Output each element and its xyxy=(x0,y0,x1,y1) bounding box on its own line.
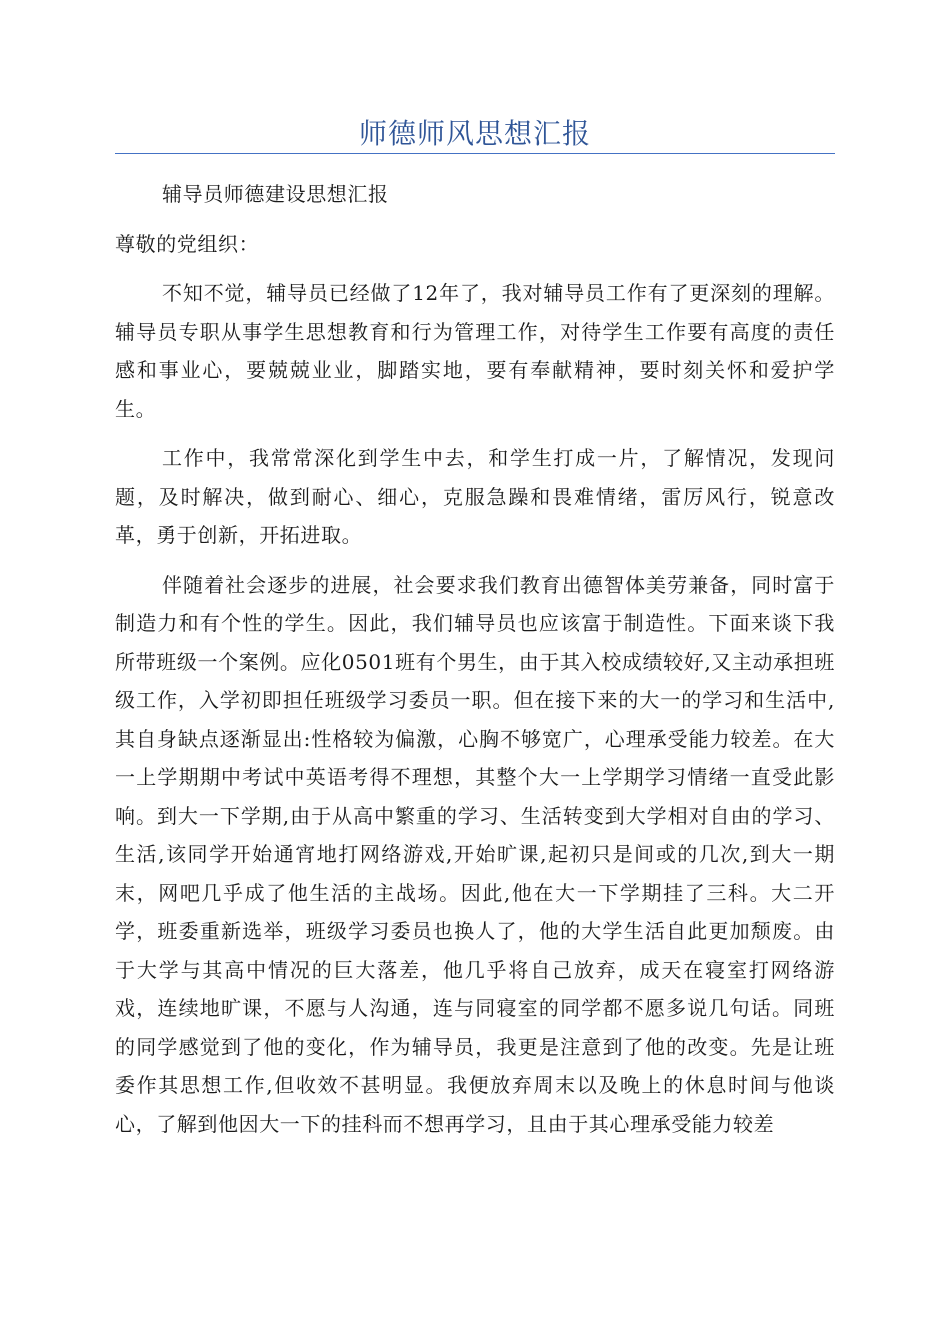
salutation: 尊敬的党组织： xyxy=(115,231,260,256)
document-title: 师德师风思想汇报 xyxy=(358,117,591,150)
paragraph-3: 伴随着社会逐步的进展，社会要求我们教育出德智体美劳兼备，同时富于制造力和有个性的学生。因此，我们辅导员也应该富于制造性。下面来谈下我所带班级一个案例。应化0501班有个男生，由于其入校成绩较好,又主动承担班级工作，入学初即担任班级学习委员一职。但在接下来的大一的学习和生活中,其自身缺点逐渐显出:性格较为偏激，心胸不够宽广，心理承受能力较差。在大一上学期期中考试中英语考得不理想，其整个大一上学期学习情绪一直受此影响。到大一下学期,由于从高中繁重的学习、生活转变到大学相对自由的学习、生活,该同学开始通宵地打网络游戏,开始旷课,起初只是间或的几次,到大一期末，网吧几乎成了他生活的主战场。因此,他在大一下学期挂了三科。大二开学，班委重新选举，班级学习委员也换人了，他的大学生活自此更加颓废。由于大学与其高中情况的巨大落差，他几乎将自己放弃，成天在寝室打网络游戏，连续地旷课，不愿与人沟通，连与同寝室的同学都不愿多说几句话。同班的同学感觉到了他的变化，作为辅导员，我更是注意到了他的改变。先是让班委作其思想工作,但收效不甚明显。我便放弃周末以及晚上的休息时间与他谈心，了解到他因大一下的挂科而不想再学习，且由于其心理承受能力较差 xyxy=(115,572,835,1136)
paragraph-2: 工作中，我常常深化到学生中去，和学生打成一片，了解情况，发现问题，及时解决，做到耐心、细心，克服急躁和畏难情绪，雷厉风行，锐意改革，勇于创新，开拓进取。 xyxy=(115,446,835,547)
paragraph-1: 不知不觉，辅导员已经做了12年了，我对辅导员工作有了更深刻的理解。辅导员专职从事学生思想教育和行为管理工作，对待学生工作要有高度的责任感和事业心，要兢兢业业，脚踏实地，要有奉献精神，要时刻关怀和爱护学生。 xyxy=(115,281,835,421)
document-body xyxy=(115,175,835,1143)
document-subtitle: 辅导员师德建设思想汇报 xyxy=(162,182,389,206)
title-underline xyxy=(115,153,835,154)
